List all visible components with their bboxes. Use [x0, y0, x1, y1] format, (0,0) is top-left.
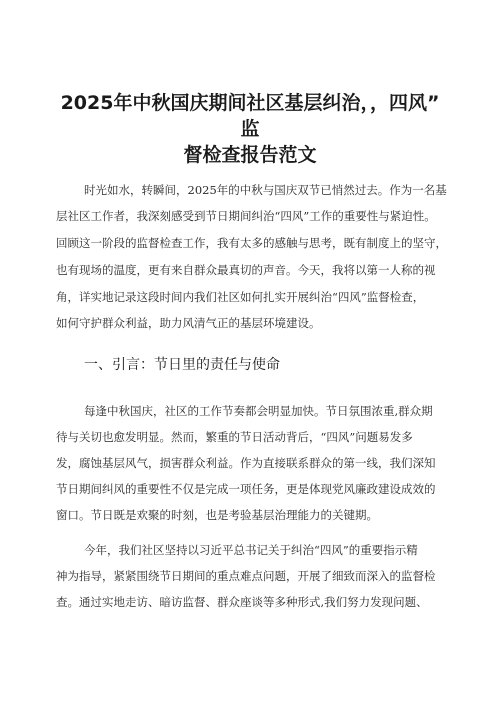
body-line: 神为指导，紧紧围绕节日期间的重点难点问题，开展了细致而深入的监督检 — [56, 569, 436, 583]
intro-line: 层社区工作者，我深刻感受到节日期间纠治“四风”工作的重要性与紧迫性。 — [56, 209, 436, 223]
document-title-line-2: 监 — [240, 118, 260, 140]
intro-line: 角，详实地记录这段时间内我们社区如何扎实开展纠治“四风”监督检查， — [56, 290, 425, 304]
intro-line: 如何守护群众利益，助力风清气正的基层环境建设。 — [56, 316, 321, 330]
document-title-line-3: 督检查报告范文 — [183, 144, 317, 166]
body-line: 查。通过实地走访、暗访监督、群众座谈等多种形式,我们努力发现问题、 — [56, 595, 428, 609]
body-line: 发，腐蚀基层风气，损害群众利益。作为直接联系群众的第一线，我们深知 — [56, 456, 436, 470]
body-line: 节日期间纠风的重要性不仅是完成一项任务，更是体现党风廉政建设成效的 — [56, 482, 436, 496]
intro-line: 回顾这一阶段的监督检查工作，我有太多的感触与思考，既有制度上的坚守， — [56, 236, 447, 250]
body-line: 窗口。节日既是欢聚的时刻，也是考验基层治理能力的关键期。 — [56, 508, 378, 522]
intro-line: 也有现场的温度，更有来自群众最真切的声音。今天，我将以第一人称的视 — [56, 263, 436, 277]
body-line: 待与关切也愈发明显。然而，繁重的节日活动背后，“四风”问题易发多 — [56, 430, 413, 444]
body-line: 今年，我们社区坚持以习近平总书记关于纠治“四风”的重要指示精 — [84, 543, 418, 557]
intro-line: 时光如水，转瞬间，2025年的中秋与国庆双节已悄然过去。作为一名基 — [84, 183, 447, 197]
body-line: 每逢中秋国庆，社区的工作节奏都会明显加快。节日氛围浓重,群众期 — [84, 404, 433, 418]
section-heading: 一、引言：节日里的责任与使命 — [84, 357, 280, 373]
document-title-line-1: 2025年中秋国庆期间社区基层纠治，，四风” — [60, 92, 440, 114]
